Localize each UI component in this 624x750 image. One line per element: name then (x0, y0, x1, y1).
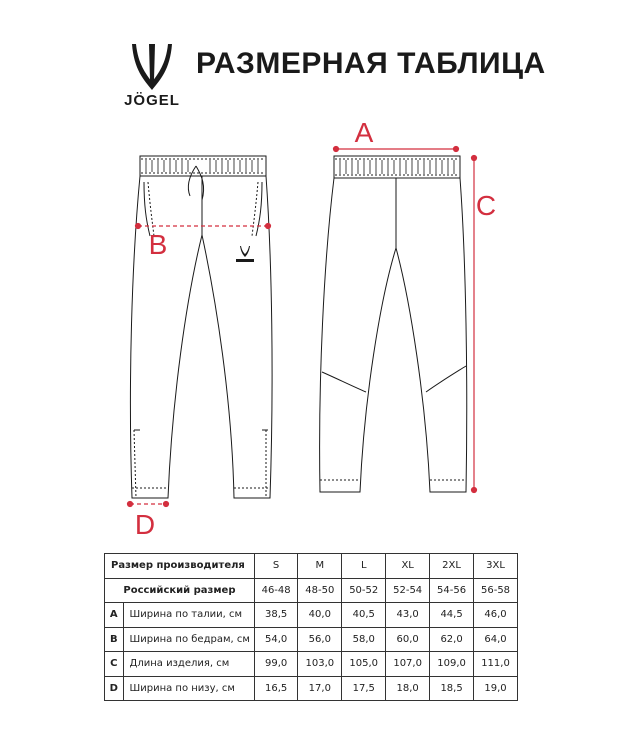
table-cell: 111,0 (474, 652, 518, 677)
russian-size-cell: 48-50 (298, 578, 342, 603)
size-cell: 2XL (430, 554, 474, 579)
russian-size-cell: 46-48 (254, 578, 297, 603)
table-cell: 18,5 (430, 676, 474, 701)
size-table (104, 553, 518, 701)
size-cell: L (342, 554, 386, 579)
table-cell: 18,0 (386, 676, 430, 701)
russian-size-cell: 50-52 (342, 578, 386, 603)
table-cell: 44,5 (430, 603, 474, 628)
table-cell: 17,0 (298, 676, 342, 701)
front-logo-icon (236, 246, 254, 262)
table-cell: 43,0 (386, 603, 430, 628)
table-cell: 38,5 (254, 603, 297, 628)
table-cell: 60,0 (386, 627, 430, 652)
dimension-d-marker (128, 502, 169, 507)
row-label: Длина изделия, см (123, 652, 254, 677)
size-cell: S (254, 554, 297, 579)
table-cell: 54,0 (254, 627, 297, 652)
size-cell: 3XL (474, 554, 518, 579)
dimension-d-label: D (134, 509, 156, 540)
dimension-b-marker (136, 224, 271, 229)
table-cell: 17,5 (342, 676, 386, 701)
table-cell: 62,0 (430, 627, 474, 652)
row-label: Ширина по бедрам, см (123, 627, 254, 652)
table-cell: 56,0 (298, 627, 342, 652)
russian-size-cell: 54-56 (430, 578, 474, 603)
size-cell: M (298, 554, 342, 579)
front-view-pants (130, 156, 272, 498)
dimension-a-marker (334, 147, 459, 152)
table-header-row (105, 554, 518, 579)
table-row (105, 578, 518, 603)
russian-size-cell: 52-54 (386, 578, 430, 603)
row-letter: D (105, 676, 124, 701)
table-cell: 46,0 (474, 603, 518, 628)
page-title: РАЗМЕРНАЯ ТАБЛИЦА (196, 47, 546, 80)
row-letter: A (105, 603, 124, 628)
row-label: Ширина по низу, см (123, 676, 254, 701)
table-cell: 109,0 (430, 652, 474, 677)
table-cell: 107,0 (386, 652, 430, 677)
table-cell: 64,0 (474, 627, 518, 652)
table-cell: 40,5 (342, 603, 386, 628)
size-cell: XL (386, 554, 430, 579)
dimension-b-label: B (148, 229, 168, 260)
table-row (105, 652, 518, 677)
table-cell: 58,0 (342, 627, 386, 652)
russian-size-cell: 56-58 (474, 578, 518, 603)
table-cell: 103,0 (298, 652, 342, 677)
row-letter: C (105, 652, 124, 677)
table-cell: 19,0 (474, 676, 518, 701)
row-letter: B (105, 627, 124, 652)
table-cell: 99,0 (254, 652, 297, 677)
russian-size-label: Российский размер (105, 578, 255, 603)
row-label: Ширина по талии, см (123, 603, 254, 628)
table-row (105, 627, 518, 652)
dimension-c-label: C (475, 190, 497, 221)
table-cell: 16,5 (254, 676, 297, 701)
table-row (105, 676, 518, 701)
table-row (105, 603, 518, 628)
table-cell: 105,0 (342, 652, 386, 677)
dimension-a-label: A (354, 117, 374, 148)
brand-wordmark: JÖGEL (124, 92, 180, 109)
back-view-pants (320, 156, 467, 492)
manufacturer-size-label: Размер производителя (105, 554, 255, 579)
table-cell: 40,0 (298, 603, 342, 628)
